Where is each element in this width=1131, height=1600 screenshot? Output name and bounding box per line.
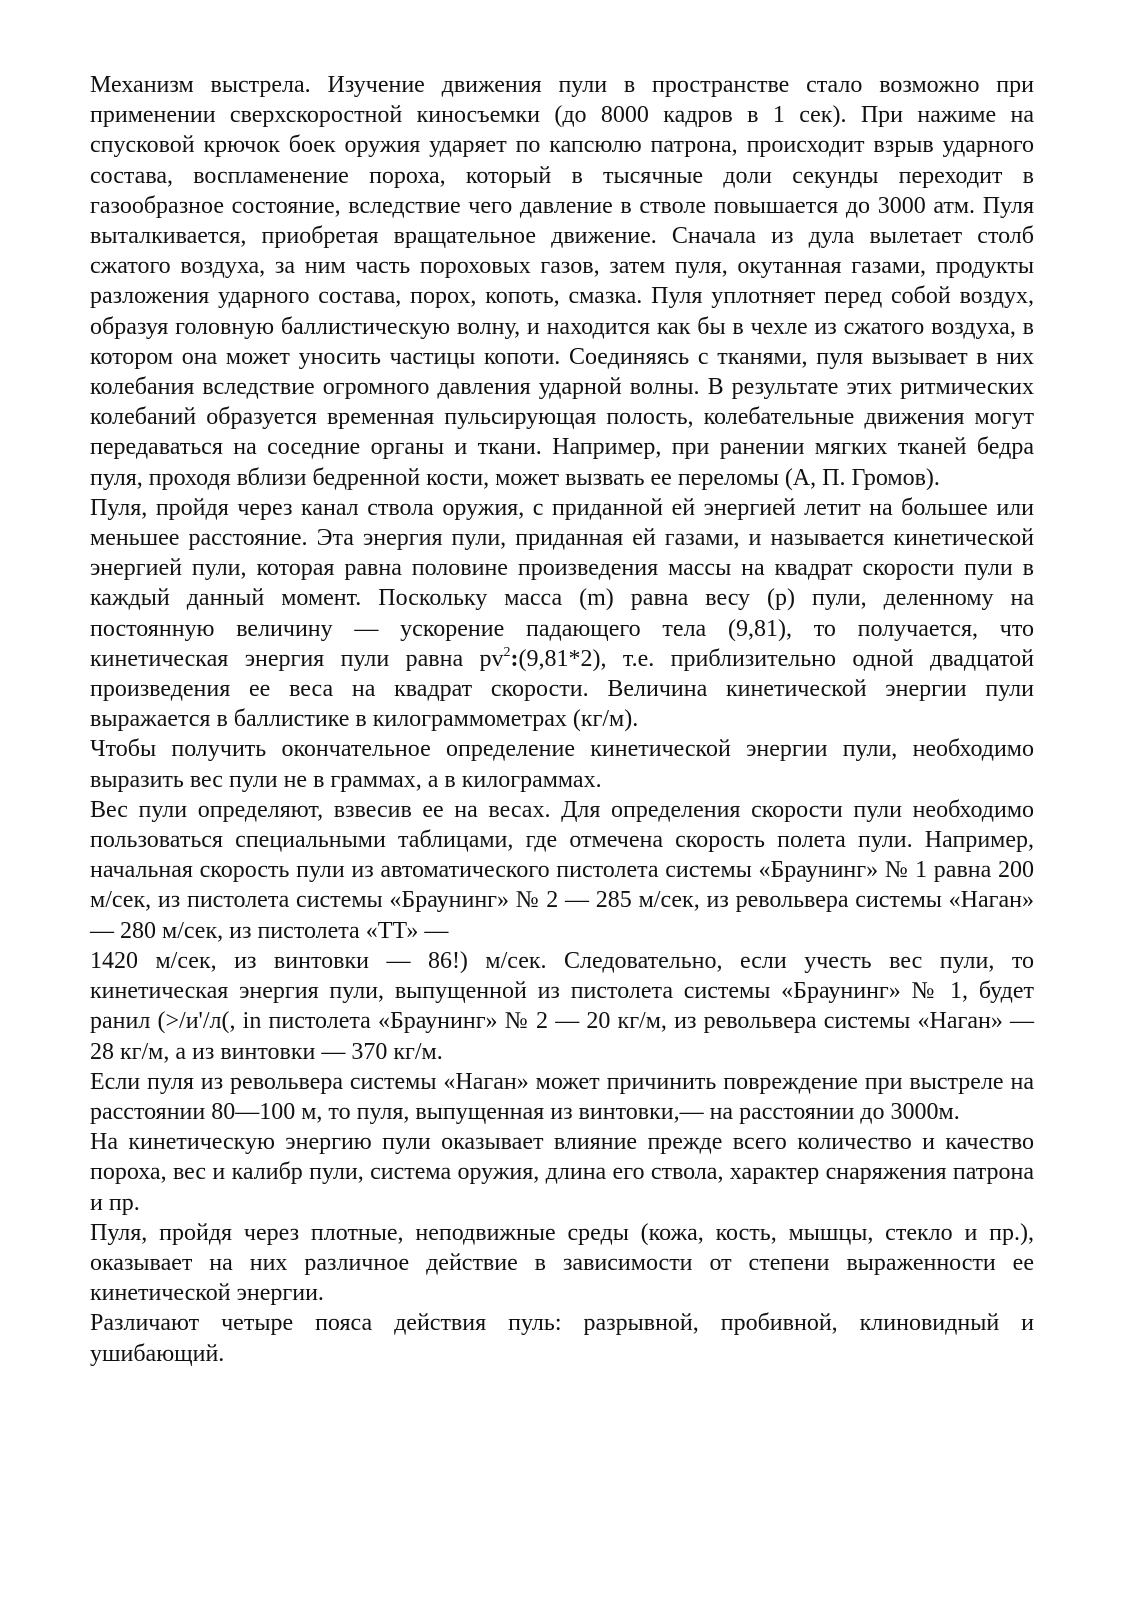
paragraph-bullet-speed: Вес пули определяют, взвесив ее на весах. Для определения скорости пули необходимо пользоваться специальными таблицами, где отмечена скорость полета пули. Например, начальная скорость пули из автоматического пистолета системы «Браунинг» № 1 равна 200 м/сек, из пистолета системы «Браунинг» № 2 — 285 м/сек, из револьвера системы «Наган» — 280 м/сек, из пистолета «ТТ» — bbox=[90, 796, 1034, 944]
paragraph-bullet-speed-continued: 1420 м/сек, из винтовки — 86!) м/сек. Следовательно, если учесть вес пули, то кинетическая энергия пули, выпущенной из пистолета системы «Браунинг» № 1, будет ранил (>/и'/л(, in пистолета «Браунинг» № 2 — 20 кг/м, из револьвера системы «Наган» — 28 кг/м, а из винтовки — 370 кг/м. bbox=[90, 947, 1034, 1065]
paragraph-gunshot-mechanism: Механизм выстрела. Изучение движения пули в пространстве стало возможно при применении сверхскоростной киносъемки (до 8000 кадров в 1 сек). При нажиме на спусковой крючок боек оружия ударяет по капсюлю патрона, происходит взрыв ударного состава, воспламенение пороха, который в тысячные доли секунды переходит в газообразное состояние, вследствие чего давление в стволе повышается до 3000 атм. Пуля выталкивается, приобретая вращательное движение. Сначала из дула вылетает столб сжатого воздуха, за ним часть пороховых газов, затем пуля, окутанная газами, продукты разложения ударного состава, порох, копоть, смазка. Пуля уплотняет перед собой воздух, образуя головную баллистическую волну, и находится как бы в чехле из сжатого воздуха, в котором она может уносить частицы копоти. Соединяясь с тканями, пуля вызывает в них колебания вследствие огромного давления ударной волны. В результате этих ритмических колебаний образуется временная пульсирующая полость, колебательные движения могут передаваться на соседние органы и ткани. Например, при ранении мягких тканей бедра пуля, проходя вблизи бедренной кости, может вызвать ее переломы (А, П. Громов). bbox=[90, 72, 1034, 491]
formula-colon: : bbox=[510, 645, 519, 672]
paragraph-energy-factors: На кинетическую энергию пули оказывает влияние прежде всего количество и качество пороха, вес и калибр пули, система оружия, длина его ствола, характер снаряжения патрона и пр. bbox=[90, 1129, 1034, 1216]
paragraph-dense-media: Пуля, пройдя через плотные, неподвижные среды (кожа, кость, мышцы, стекло и пр.), оказывает на них различное действие в зависимости от степени выраженности ее кинетической энергии. bbox=[90, 1219, 1034, 1307]
paragraph-weight-units: Чтобы получить окончательное определение кинетической энергии пули, необходимо выразить вес пули не в граммах, а в килограммах. bbox=[90, 736, 1034, 793]
paragraph-kinetic-energy-text: Пуля, пройдя через канал ствола оружия, с приданной ей энергией летит на большее или меньшее расстояние. Эта энергия пули, приданная ей газами, и называется кинетической энергией пули, которая равна половине произведения массы на квадрат скорости пули в каждый данный момент. Поскольку масса (m) равна весу (р) пули, деленному на постоянную величину — ускорение падающего тела (9,81), то получается, что кинетическая энергия пули равна рv bbox=[90, 494, 1034, 672]
paragraph-kinetic-energy bbox=[90, 493, 1034, 735]
paragraph-action-zones: Различают четыре пояса действия пуль: разрывной, пробивной, клиновидный и ушибающий. bbox=[90, 1310, 1034, 1367]
paragraph-kinetic-energy-text-end: (9,81*2), т.е. приблизительно одной двадцатой произведения ее веса на квадрат скорости. Величина кинетической энергии пули выражается в баллистике в килограммометрах (кг/м). bbox=[90, 645, 1035, 733]
document-page bbox=[90, 70, 1034, 1369]
superscript-exponent: 2 bbox=[503, 644, 511, 660]
paragraph-damage-range: Если пуля из револьвера системы «Наган» может причинить повреждение при выстреле на расстоянии 80—100 м, то пуля, выпущенная из винтовки,— на расстоянии до 3000м. bbox=[90, 1068, 1034, 1125]
